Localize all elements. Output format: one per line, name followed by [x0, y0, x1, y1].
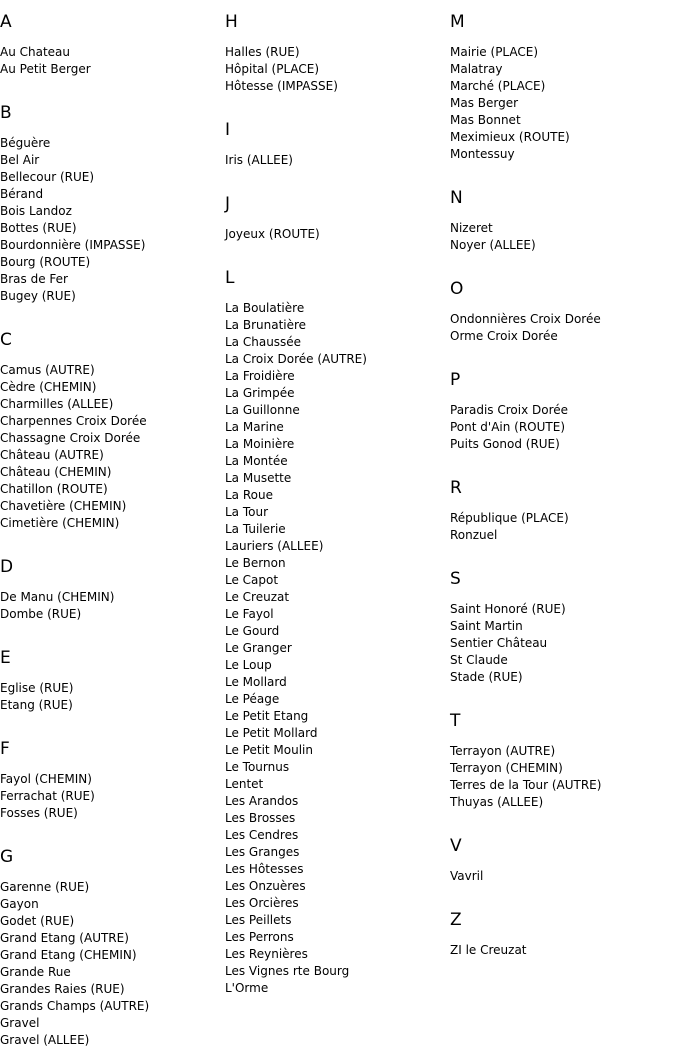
group-spacer	[0, 305, 220, 330]
street-link[interactable]: Le Petit Moulin	[225, 743, 313, 757]
street-list	[0, 680, 220, 714]
street-link[interactable]: Vavril	[450, 869, 484, 883]
street-link[interactable]: Sentier Château	[450, 636, 548, 650]
street-link[interactable]: Hôpital (PLACE)	[225, 62, 320, 76]
street-list	[450, 743, 670, 811]
letter-heading: N	[450, 188, 463, 208]
street-link[interactable]: Fosses (RUE)	[0, 806, 78, 820]
street-link[interactable]: Bellecour (RUE)	[0, 170, 95, 184]
letter-heading: H	[225, 12, 238, 32]
street-link[interactable]: Saint Martin	[450, 619, 523, 633]
street-link[interactable]: Béguère	[0, 136, 51, 150]
street-link[interactable]: Eglise (RUE)	[0, 681, 74, 695]
letter-group	[450, 836, 670, 910]
street-list	[450, 868, 670, 885]
street-link[interactable]: Château (CHEMIN)	[0, 465, 112, 479]
letter-heading: F	[0, 739, 10, 759]
street-link[interactable]: La Montée	[225, 454, 288, 468]
street-link[interactable]: Malatray	[450, 62, 503, 76]
letter-heading: R	[450, 478, 462, 498]
street-link[interactable]: Mas Berger	[450, 96, 519, 110]
letter-group	[450, 370, 670, 478]
street-link[interactable]: La Grimpée	[225, 386, 295, 400]
letter-heading: G	[0, 847, 14, 867]
group-spacer	[450, 811, 670, 836]
street-link[interactable]: Camus (AUTRE)	[0, 363, 95, 377]
street-link[interactable]: Terres de la Tour (AUTRE)	[450, 778, 602, 792]
street-link[interactable]: Etang (RUE)	[0, 698, 73, 712]
letter-group	[0, 739, 220, 847]
letter-group	[225, 12, 445, 120]
street-list	[450, 510, 670, 544]
street-list	[0, 771, 220, 822]
letter-heading: V	[450, 836, 462, 856]
group-spacer	[225, 95, 445, 120]
street-list	[450, 220, 670, 254]
group-spacer	[0, 714, 220, 739]
group-spacer	[450, 345, 670, 370]
street-list	[450, 601, 670, 686]
street-link[interactable]: Le Petit Mollard	[225, 726, 318, 740]
street-link[interactable]: Le Fayol	[225, 607, 274, 621]
street-link[interactable]: La Moinière	[225, 437, 295, 451]
street-link[interactable]: Terrayon (CHEMIN)	[450, 761, 563, 775]
street-link[interactable]: Grand Etang (CHEMIN)	[0, 948, 137, 962]
group-spacer	[450, 544, 670, 569]
street-link[interactable]: Ferrachat (RUE)	[0, 789, 95, 803]
street-link[interactable]: Le Péage	[225, 692, 280, 706]
street-link[interactable]: Chassagne Croix Dorée	[0, 431, 141, 445]
street-link[interactable]: Les Granges	[225, 845, 300, 859]
street-link[interactable]: Chavetière (CHEMIN)	[0, 499, 127, 513]
letter-group	[450, 12, 670, 188]
street-link[interactable]: Terrayon (AUTRE)	[450, 744, 556, 758]
street-link[interactable]: Au Petit Berger	[0, 62, 91, 76]
street-link[interactable]: Les Vignes rte Bourg	[225, 964, 350, 978]
street-link[interactable]: Charmilles (ALLEE)	[0, 397, 114, 411]
street-link[interactable]: Le Creuzat	[225, 590, 290, 604]
street-link[interactable]: Les Cendres	[225, 828, 299, 842]
letter-group	[0, 557, 220, 648]
street-link[interactable]: Orme Croix Dorée	[450, 329, 558, 343]
letter-heading: C	[0, 330, 12, 350]
street-link[interactable]: La Chaussée	[225, 335, 302, 349]
street-link[interactable]: Grande Rue	[0, 965, 71, 979]
street-list	[0, 135, 220, 305]
street-link[interactable]: Gayon	[0, 897, 39, 911]
street-link[interactable]: Le Capot	[225, 573, 279, 587]
street-link[interactable]: Bois Landoz	[0, 204, 72, 218]
street-link[interactable]: Mairie (PLACE)	[450, 45, 539, 59]
group-spacer	[450, 254, 670, 279]
street-link[interactable]: Meximieux (ROUTE)	[450, 130, 570, 144]
group-spacer	[450, 163, 670, 188]
letter-group	[450, 910, 670, 959]
street-list	[225, 152, 445, 169]
street-link[interactable]: Lauriers (ALLEE)	[225, 539, 324, 553]
street-link[interactable]: La Boulatière	[225, 301, 305, 315]
street-link[interactable]: Au Chateau	[0, 45, 71, 59]
street-link[interactable]: St Claude	[450, 653, 508, 667]
group-spacer	[0, 623, 220, 648]
street-list	[225, 300, 445, 997]
street-list	[450, 942, 670, 959]
street-link[interactable]: Le Loup	[225, 658, 272, 672]
street-link[interactable]: De Manu (CHEMIN)	[0, 590, 115, 604]
street-link[interactable]: Saint Honoré (RUE)	[450, 602, 566, 616]
group-spacer	[0, 78, 220, 103]
street-link[interactable]: Bugey (RUE)	[0, 289, 76, 303]
street-link[interactable]: Hôtesse (IMPASSE)	[225, 79, 338, 93]
letter-heading: I	[225, 120, 231, 140]
letter-heading: L	[225, 268, 235, 288]
street-link[interactable]: Dombe (RUE)	[0, 607, 82, 621]
street-link[interactable]: Noyer (ALLEE)	[450, 238, 536, 252]
street-link[interactable]: Le Bernon	[225, 556, 286, 570]
letter-heading: Z	[450, 910, 462, 930]
letter-heading: E	[0, 648, 11, 668]
street-link[interactable]: Puits Gonod (RUE)	[450, 437, 560, 451]
letter-group	[0, 847, 220, 1049]
street-link[interactable]: République (PLACE)	[450, 511, 569, 525]
street-list	[0, 879, 220, 1049]
street-list	[225, 44, 445, 95]
street-link[interactable]: Les Orcières	[225, 896, 299, 910]
letter-heading: J	[225, 194, 231, 214]
street-link[interactable]: Paradis Croix Dorée	[450, 403, 569, 417]
street-link[interactable]: Château (AUTRE)	[0, 448, 104, 462]
index-column-1	[0, 12, 220, 1049]
street-link[interactable]: Bel Air	[0, 153, 40, 167]
group-spacer	[225, 243, 445, 268]
street-link[interactable]: Le Gourd	[225, 624, 280, 638]
letter-heading: S	[450, 569, 461, 589]
street-link[interactable]: Les Brosses	[225, 811, 296, 825]
letter-group	[225, 268, 445, 997]
street-link[interactable]: Grandes Raies (RUE)	[0, 982, 125, 996]
street-link[interactable]: Bourdonnière (IMPASSE)	[0, 238, 146, 252]
street-link[interactable]: Cèdre (CHEMIN)	[0, 380, 97, 394]
street-link[interactable]: Godet (RUE)	[0, 914, 75, 928]
street-link[interactable]: Bras de Fer	[0, 272, 68, 286]
street-link[interactable]: Mas Bonnet	[450, 113, 521, 127]
street-link[interactable]: Les Hôtesses	[225, 862, 304, 876]
street-list	[0, 44, 220, 78]
letter-heading: P	[450, 370, 461, 390]
street-link[interactable]: La Brunatière	[225, 318, 307, 332]
street-link[interactable]: Marché (PLACE)	[450, 79, 546, 93]
street-link[interactable]: Les Arandos	[225, 794, 299, 808]
street-link[interactable]: La Froidière	[225, 369, 295, 383]
index-column-2	[225, 12, 445, 997]
letter-heading: B	[0, 103, 12, 123]
street-link[interactable]: Chatillon (ROUTE)	[0, 482, 108, 496]
street-link[interactable]: Les Onzuères	[225, 879, 306, 893]
letter-group	[0, 648, 220, 739]
street-link[interactable]: Gravel (ALLEE)	[0, 1033, 90, 1047]
street-link[interactable]: Fayol (CHEMIN)	[0, 772, 92, 786]
street-link[interactable]: La Tuilerie	[225, 522, 286, 536]
street-link[interactable]: La Musette	[225, 471, 292, 485]
street-link[interactable]: Le Mollard	[225, 675, 287, 689]
street-link[interactable]: Joyeux (ROUTE)	[225, 227, 320, 241]
street-link[interactable]: Cimetière (CHEMIN)	[0, 516, 120, 530]
group-spacer	[450, 885, 670, 910]
street-link[interactable]: Bourg (ROUTE)	[0, 255, 91, 269]
street-list	[0, 362, 220, 532]
letter-group	[0, 103, 220, 330]
letter-group	[0, 330, 220, 557]
street-link[interactable]: Stade (RUE)	[450, 670, 523, 684]
street-link[interactable]: Les Peillets	[225, 913, 292, 927]
street-link[interactable]: Garenne (RUE)	[0, 880, 90, 894]
street-list	[450, 311, 670, 345]
street-link[interactable]: Le Petit Etang	[225, 709, 309, 723]
letter-group	[225, 194, 445, 268]
group-spacer	[450, 453, 670, 478]
street-link[interactable]: L'Orme	[225, 981, 269, 995]
street-list	[0, 589, 220, 623]
letter-group	[450, 279, 670, 370]
street-link[interactable]: La Guillonne	[225, 403, 300, 417]
street-link[interactable]: Nizeret	[450, 221, 493, 235]
street-link[interactable]: Halles (RUE)	[225, 45, 300, 59]
street-link[interactable]: Le Granger	[225, 641, 292, 655]
letter-group	[450, 478, 670, 569]
street-list	[450, 402, 670, 453]
index-column-3	[450, 12, 670, 959]
letter-heading: O	[450, 279, 464, 299]
street-link[interactable]: La Roue	[225, 488, 273, 502]
letter-group	[0, 12, 220, 103]
street-link[interactable]: Gravel	[0, 1016, 40, 1030]
street-link[interactable]: Ronzuel	[450, 528, 498, 542]
street-list	[450, 44, 670, 163]
letter-group	[225, 120, 445, 194]
street-link[interactable]: Ondonnières Croix Dorée	[450, 312, 601, 326]
street-link[interactable]: La Marine	[225, 420, 284, 434]
letter-heading: T	[450, 711, 461, 731]
street-link[interactable]: ZI le Creuzat	[450, 943, 527, 957]
letter-group	[450, 711, 670, 836]
group-spacer	[225, 169, 445, 194]
group-spacer	[450, 686, 670, 711]
street-link[interactable]: Iris (ALLEE)	[225, 153, 293, 167]
group-spacer	[0, 532, 220, 557]
street-list	[225, 226, 445, 243]
letter-group	[450, 569, 670, 711]
street-link[interactable]: Les Reynières	[225, 947, 308, 961]
group-spacer	[0, 822, 220, 847]
street-link[interactable]: Bérand	[0, 187, 44, 201]
street-link[interactable]: Grands Champs (AUTRE)	[0, 999, 150, 1013]
letter-heading: M	[450, 12, 465, 32]
letter-group	[450, 188, 670, 279]
letter-heading: D	[0, 557, 14, 577]
street-link[interactable]: Bottes (RUE)	[0, 221, 77, 235]
street-link[interactable]: Les Perrons	[225, 930, 294, 944]
street-link[interactable]: Montessuy	[450, 147, 515, 161]
street-link[interactable]: Grand Etang (AUTRE)	[0, 931, 129, 945]
street-link[interactable]: Pont d'Ain (ROUTE)	[450, 420, 565, 434]
letter-heading: A	[0, 12, 12, 32]
street-link[interactable]: Le Tournus	[225, 760, 290, 774]
street-link[interactable]: Lentet	[225, 777, 264, 791]
street-link[interactable]: Thuyas (ALLEE)	[450, 795, 544, 809]
street-link[interactable]: La Tour	[225, 505, 269, 519]
street-link[interactable]: Charpennes Croix Dorée	[0, 414, 147, 428]
street-link[interactable]: La Croix Dorée (AUTRE)	[225, 352, 367, 366]
